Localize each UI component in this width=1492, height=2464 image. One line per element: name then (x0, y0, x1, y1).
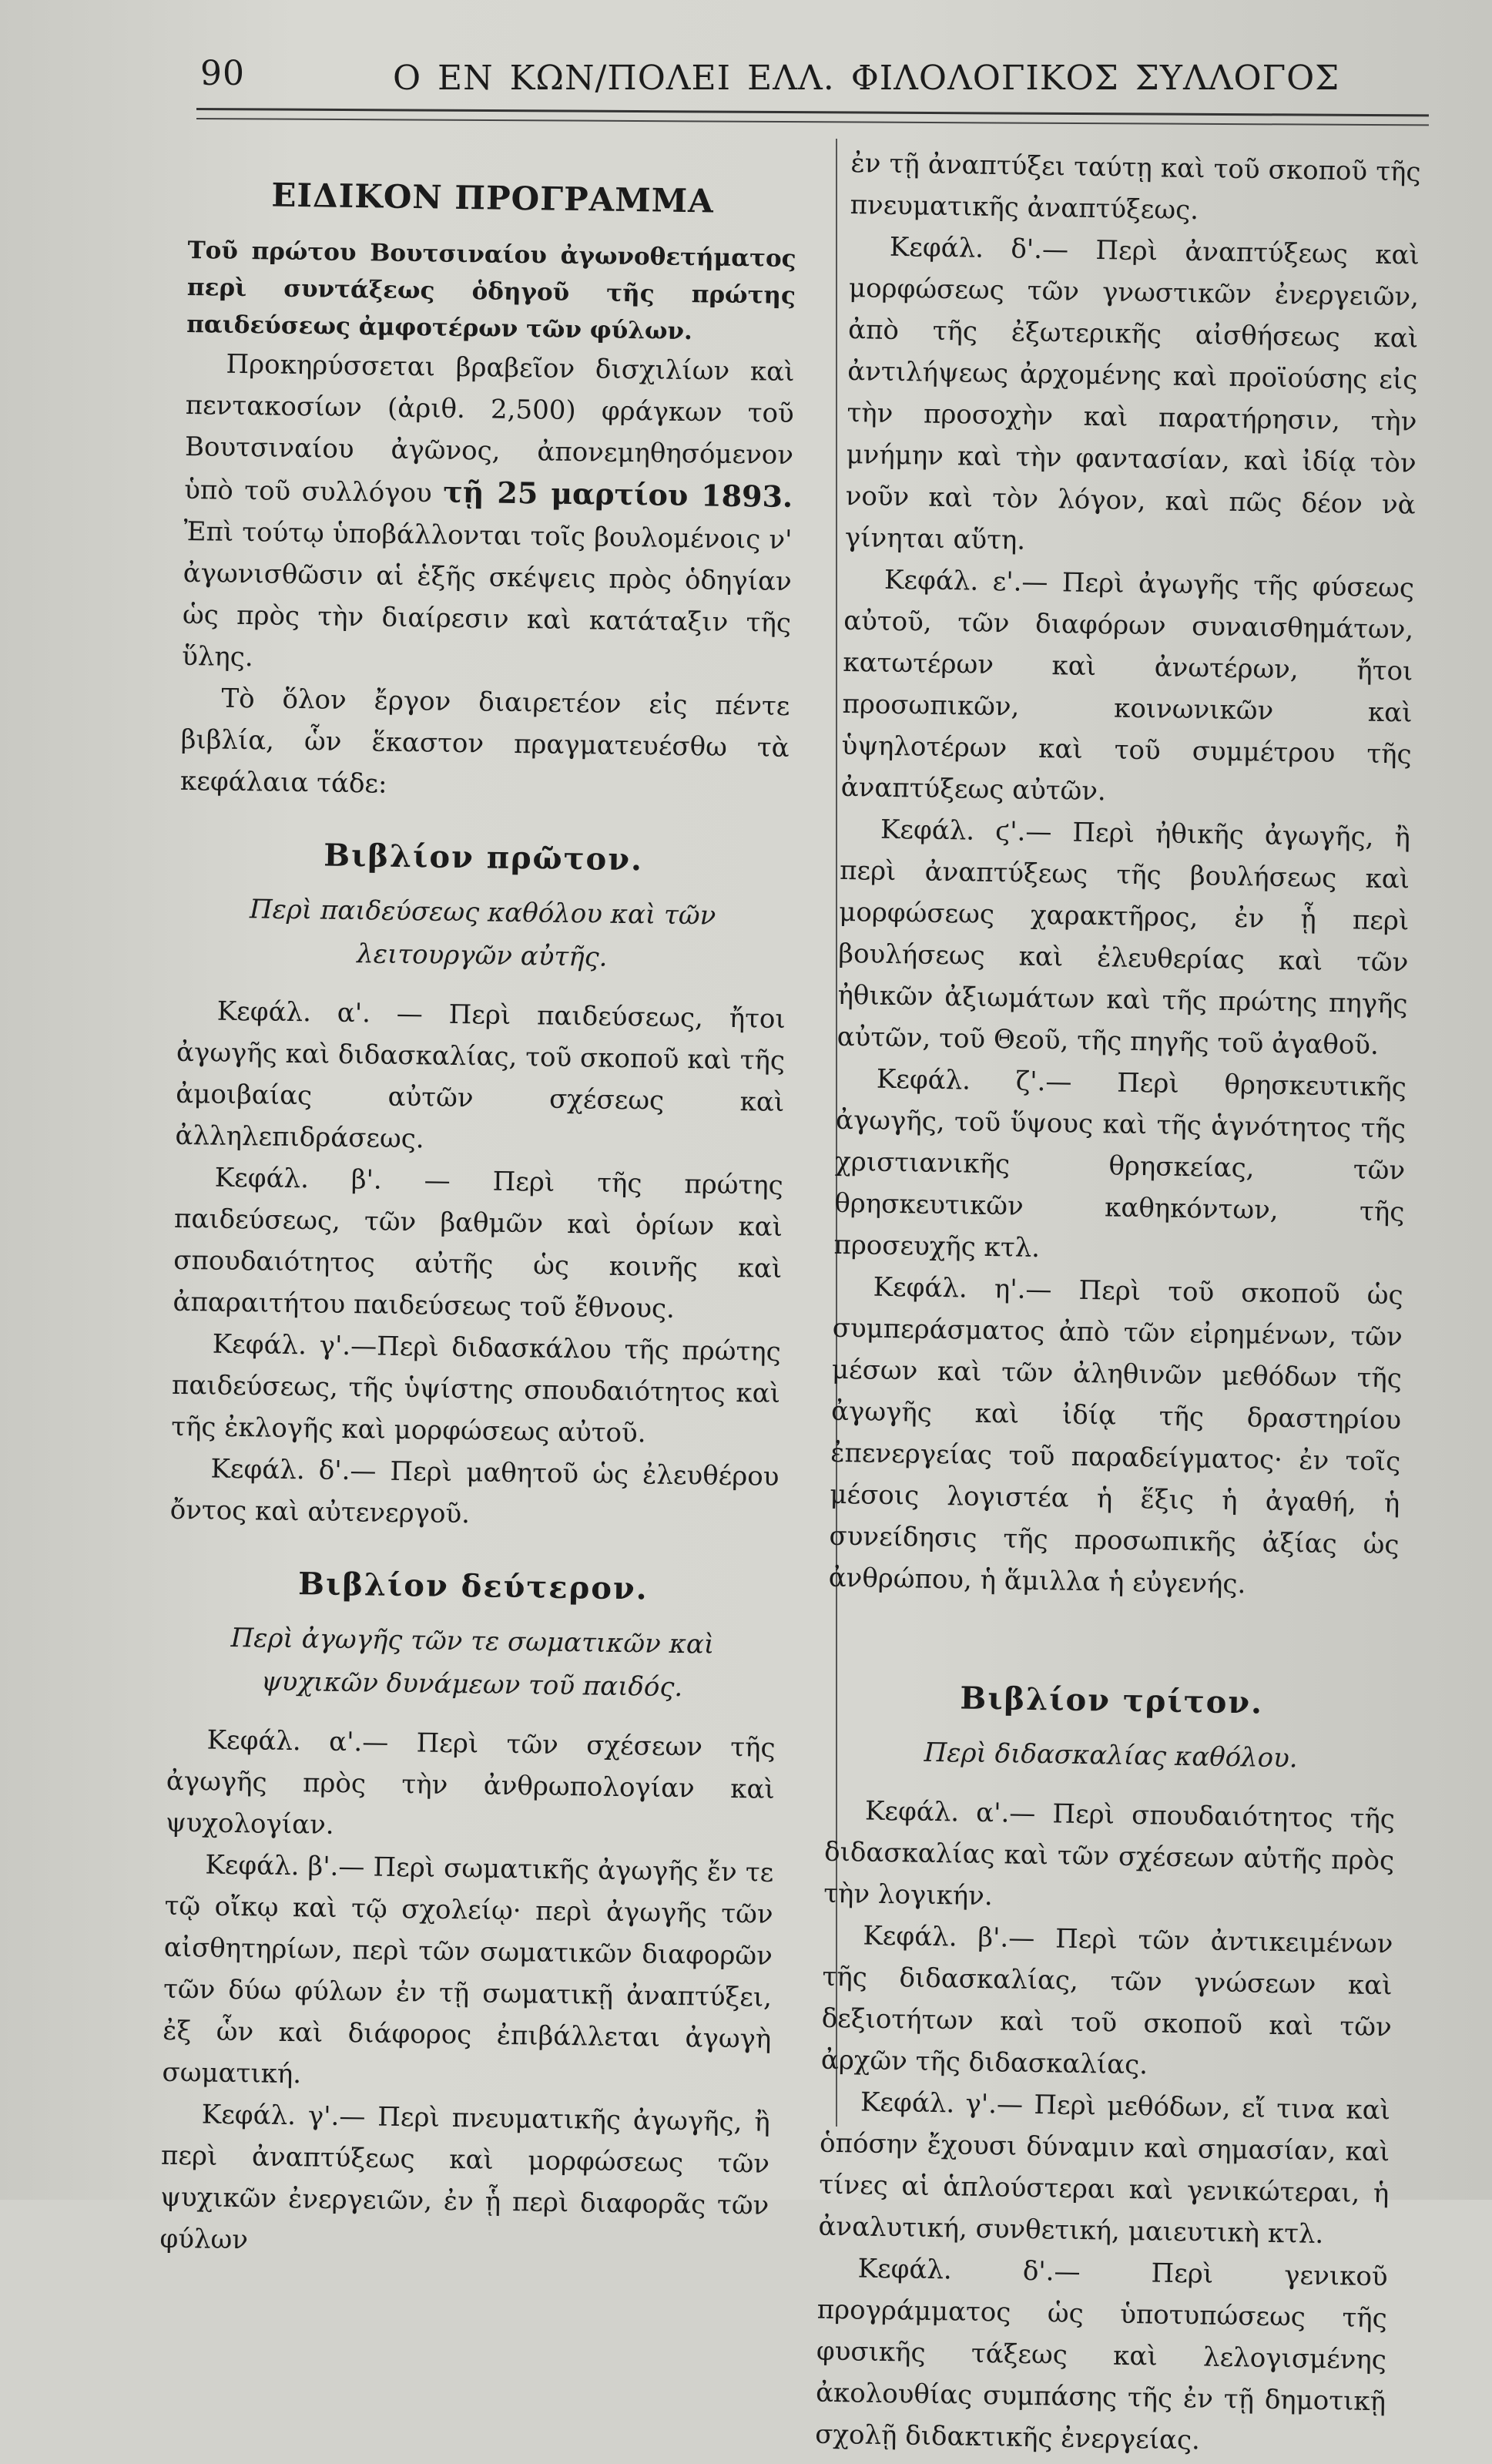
program-intro: Τοῦ πρώτου Βουτσιναίου ἀγωνοθετήματος περὶ συντάξεως ὁδηγοῦ τῆς πρώτης παιδεύσεως ἀμφοτέρων τῶν φύλων. (186, 236, 796, 346)
paragraph-announcement (182, 343, 795, 686)
section-title: ΕΙΔΙΚΟΝ ΠΡΟΓΡΑΜΜΑ (271, 176, 715, 220)
book-heading-1: Βιβλίον πρῶτον. (323, 837, 644, 878)
book-subtitle-2: Περὶ ἀγωγῆς τῶν τε σωματικῶν καὶ ψυχικῶν δυνάμεων τοῦ παιδός. (230, 1622, 715, 1704)
chapter-entry: Κεφάλ. α'.— Περὶ τῶν σχέσεων τῆς ἀγωγῆς πρὸς τὴν ἀνθρωπολογίαν καὶ ψυχολογίαν. (165, 1724, 776, 1841)
right-column (815, 143, 1421, 2464)
chapter-entry: Κεφάλ. η'.— Περὶ τοῦ σκοποῦ ὡς συμπεράσματος ἀπὸ τῶν εἰρημένων, τῶν μέσων καὶ τῶν ἀληθινῶν μεθόδων τῆς ἀγωγῆς καὶ ἰδίᾳ τῆς δραστηρίου ἐπενεργείας τοῦ παραδείγματος· ἐν τοῖς μέσοις λογιστέα ἡ ἕξις ἡ ἀγαθή, ἡ συνείδησις τῆς προσωπικῆς ἀξίας ὡς ἀνθρώπου, ἡ ἅμιλλα ἡ εὐγενής. (828, 1271, 1403, 1600)
running-title: Ο ΕΝ ΚΩΝ/ΠΟΛΕΙ ΕΛΛ. ΦΙΛΟΛΟΓΙΚΟΣ ΣΥΛΛΟΓΟΣ (393, 59, 1340, 98)
announcement-text: Προκηρύσσεται βραβεῖον δισχιλίων καὶ πεντακοσίων (ἀριθ. 2,500) φράγκων τοῦ Βουτσιναίου ἀγῶνος, ἀπονεμηθησόμενον ὑπὸ τοῦ συλλόγου (183, 348, 795, 509)
chapter-entry: Κεφάλ. δ'.— Περὶ μαθητοῦ ὡς ἐλευθέρου ὄντος καὶ αὐτενεργοῦ. (169, 1453, 780, 1530)
header-rule-secondary (196, 118, 1429, 126)
announcement-date: τῇ 25 μαρτίου 1893. (442, 474, 793, 514)
chapter-entry: Κεφάλ. ζ'.— Περὶ θρησκευτικῆς ἀγωγῆς, τοῦ ὕψους καὶ τῆς ἁγνότητος τῆς χριστιανικῆς θρησκείας, τῶν θρησκευτικῶν καθηκόντων, τῆς προσευχῆς κτλ. (833, 1063, 1407, 1264)
paragraph-division: Τὸ ὅλον ἔργον διαιρετέον εἰς πέντε βιβλία, ὧν ἕκαστον πραγματευέσθω τὰ κεφάλαια τάδε: (179, 683, 790, 800)
chapter-continuation: ἐν τῇ ἀναπτύξει ταύτῃ καὶ τοῦ σκοποῦ τῆς πνευματικῆς ἀναπτύξεως. (850, 147, 1421, 227)
chapter-entry: Κεφάλ. ϛ'.— Περὶ ἠθικῆς ἀγωγῆς, ἢ περὶ ἀναπτύξεως τῆς βουλήσεως καὶ μορφώσεως χαρακτῆρος, ἐν ᾗ περὶ βουλήσεως καὶ ἐλευθερίας καὶ τῶν ἠθικῶν ἀξιωμάτων καὶ τῆς πρώτης πηγῆς αὐτῶν, τοῦ Θεοῦ, τῆς πηγῆς τοῦ ἀγαθοῦ. (837, 814, 1411, 1061)
left-column (159, 173, 797, 2268)
chapter-entry: Κεφάλ. β'.— Περὶ τῶν ἀντικειμένων τῆς διδασκαλίας, τῶν γνώσεων καὶ δεξιοτήτων καὶ τοῦ σκοποῦ καὶ τῶν ἀρχῶν τῆς διδασκαλίας. (820, 1920, 1393, 2081)
book-heading-3: Βιβλίον τρίτον. (960, 1680, 1264, 1721)
book-heading-2: Βιβλίον δεύτερον. (297, 1566, 649, 1607)
book-subtitle-1: Περὶ παιδεύσεως καθόλου καὶ τῶν λειτουργῶν αὐτῆς. (249, 894, 716, 973)
chapter-entry: Κεφάλ. α'.— Περὶ σπουδαιότητος τῆς διδασκαλίας καὶ τῶν σχέσεων αὐτῆς πρὸς τὴν λογικήν. (823, 1795, 1396, 1912)
chapter-entry: Κεφάλ. β'.— Περὶ σωματικῆς ἀγωγῆς ἔν τε τῷ οἴκῳ καὶ τῷ σχολείῳ· περὶ ἀγωγῆς τῶν αἰσθητηρίων, περὶ τῶν σωματικῶν διαφορῶν τῶν δύω φύλων ἐν τῇ σωματικῇ ἀναπτύξει, ἐξ ὧν καὶ διάφορος ἐπιβάλλεται ἀγωγὴ σωματική. (162, 1849, 774, 2090)
page-number: 90 (200, 54, 245, 93)
chapter-entry: Κεφάλ. γ'.—Περὶ διδασκάλου τῆς πρώτης παιδεύσεως, τῆς ὑψίστης σπουδαιότητος καὶ τῆς ἐκλογῆς καὶ μορφώσεως αὐτοῦ. (171, 1328, 781, 1449)
chapter-entry: Κεφάλ. γ'.— Περὶ μεθόδων, εἴ τινα καὶ ὁπόσην ἔχουσι δύναμιν καὶ σημασίαν, καὶ τίνες αἱ ἁπλούστεραι καὶ γενικώτεραι, ἡ ἀναλυτική, συνθετική, μαιευτικὴ κτλ. (818, 2086, 1391, 2250)
chapter-entry: Κεφάλ. δ'.— Περὶ ἀναπτύξεως καὶ μορφώσεως τῶν γνωστικῶν ἐνεργειῶν, ἀπὸ τῆς ἐξωτερικῆς αἰσθήσεως καὶ ἀντιλήψεως ἀρχομένης καὶ προϊούσης εἰς τὴν προσοχὴν καὶ παρατήρησιν, τὴν μνήμην καὶ τὴν φαντασίαν, καὶ ἰδίᾳ τὸν νοῦν καὶ τὸν λόγον, καὶ πῶς δέον νὰ γίνηται αὕτη. (844, 231, 1420, 556)
page-header (200, 54, 1448, 116)
book-subtitle-3: Περὶ διδασκαλίας καθόλου. (924, 1737, 1298, 1774)
chapter-entry: Κεφάλ. β'. — Περὶ τῆς πρώτης παιδεύσεως, τῶν βαθμῶν καὶ ὁρίων καὶ σπουδαιότητος αὐτῆς ὡς κοινῆς καὶ ἀπαραιτήτου παιδεύσεως τοῦ ἔθνους. (173, 1162, 784, 1324)
spacer (827, 1599, 1398, 1654)
chapter-entry: Κεφάλ. ε'.— Περὶ ἀγωγῆς τῆς φύσεως αὐτοῦ, τῶν διαφόρων συναισθημάτων, κατωτέρων καὶ ἀνωτέρων, ἤτοι προσωπικῶν, κοινωνικῶν καὶ ὑψηλοτέρων καὶ τοῦ συμμέτρου τῆς ἀναπτύξεως αὐτῶν. (840, 564, 1415, 807)
announcement-text-cont: Ἐπὶ τούτῳ ὑποβάλλονται τοῖς βουλομένοις ν' ἀγωνισθῶσιν αἱ ἑξῆς σκέψεις πρὸς ὁδηγίαν ὡς πρὸς τὴν διαίρεσιν καὶ κατάταξιν τῆς ὕλης. (181, 515, 793, 673)
chapter-entry: Κεφάλ. α'. — Περὶ παιδεύσεως, ἤτοι ἀγωγῆς καὶ διδασκαλίας, τοῦ σκοποῦ καὶ τῆς ἀμοιβαίας αὐτῶν σχέσεως καὶ ἀλληλεπιδράσεως. (175, 995, 786, 1155)
chapter-entry: Κεφάλ. δ'.— Περὶ γενικοῦ προγράμματος ὡς ὑποτυπώσεως τῆς φυσικῆς τάξεως καὶ λελογισμένης ἀκολουθίας συμπάσης τῆς ἐν τῇ δημοτικῇ σχολῇ διδακτικῆς ἐνεργείας. (814, 2253, 1388, 2456)
chapter-entry: Κεφάλ. γ'.— Περὶ πνευματικῆς ἀγωγῆς, ἢ περὶ ἀναπτύξεως καὶ μορφώσεως τῶν ψυχικῶν ἐνεργειῶν, ἐν ᾗ περὶ διαφορᾶς τῶν φύλων (159, 2099, 771, 2256)
